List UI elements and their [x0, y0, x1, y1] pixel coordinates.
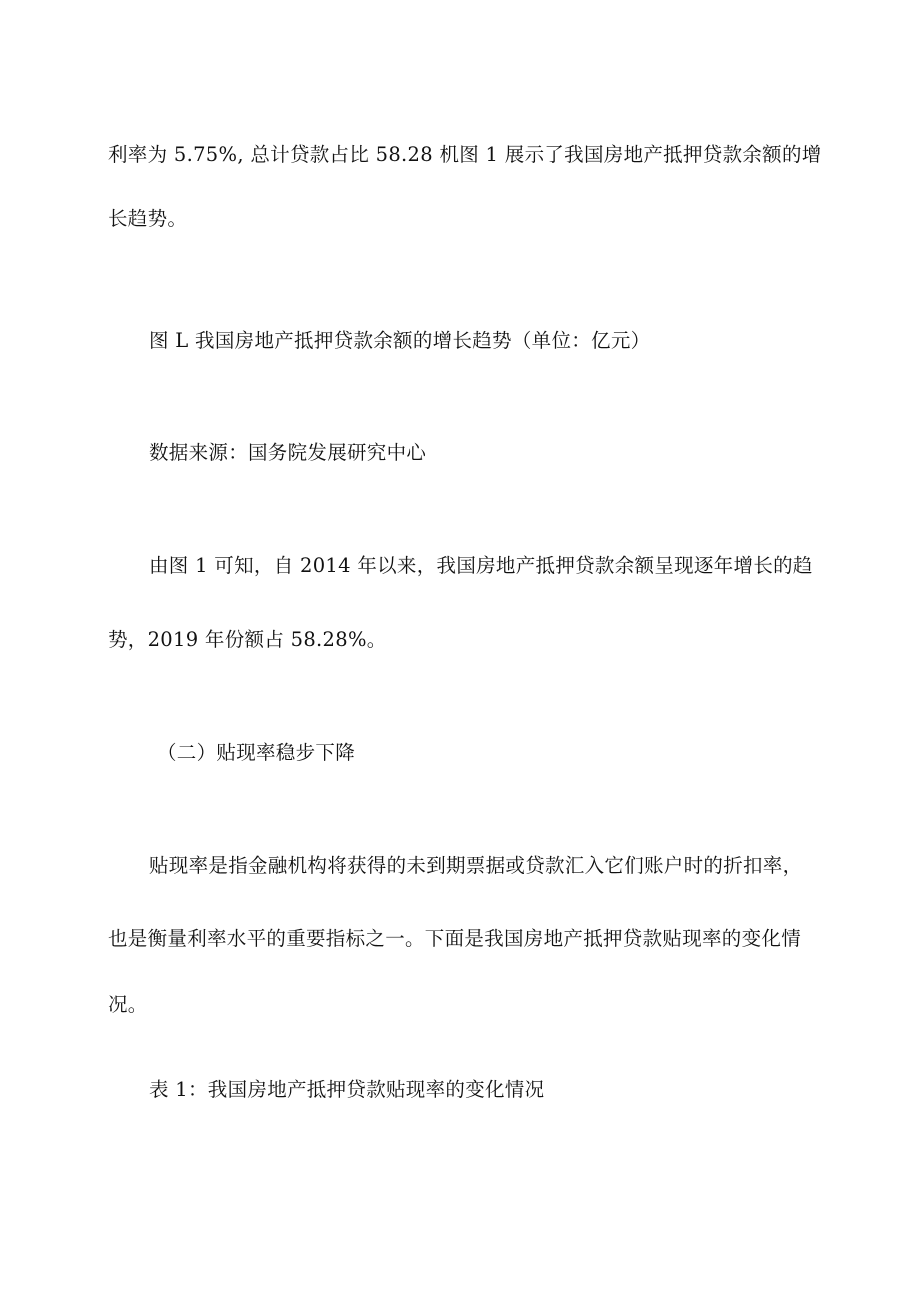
paragraph-1-line-2: 长趋势。: [108, 207, 188, 230]
data-source: 数据来源：国务院发展研究中心: [149, 441, 427, 464]
section-heading: （二）贴现率稳步下降: [157, 741, 356, 764]
paragraph-2-line-2: 势，2019 年份额占 58.28%。: [108, 628, 387, 651]
figure-caption: 图 L 我国房地产抵押贷款余额的增长趋势（单位：亿元）: [149, 329, 651, 352]
table-caption: 表 1：我国房地产抵押贷款贴现率的变化情况: [149, 1078, 545, 1101]
paragraph-2-line-1: 由图 1 可知，自 2014 年以来，我国房地产抵押贷款余额呈现逐年增长的趋: [149, 554, 813, 577]
paragraph-3-line-3: 况。: [108, 993, 148, 1016]
paragraph-3-line-1: 贴现率是指金融机构将获得的未到期票据或贷款汇入它们账户时的折扣率，: [149, 854, 803, 877]
paragraph-1-line-1: 利率为 5.75%, 总计贷款占比 58.28 机图 1 展示了我国房地产抵押贷款余额的增: [108, 143, 822, 166]
paragraph-3-line-2: 也是衡量利率水平的重要指标之一。下面是我国房地产抵押贷款贴现率的变化情: [108, 927, 802, 950]
